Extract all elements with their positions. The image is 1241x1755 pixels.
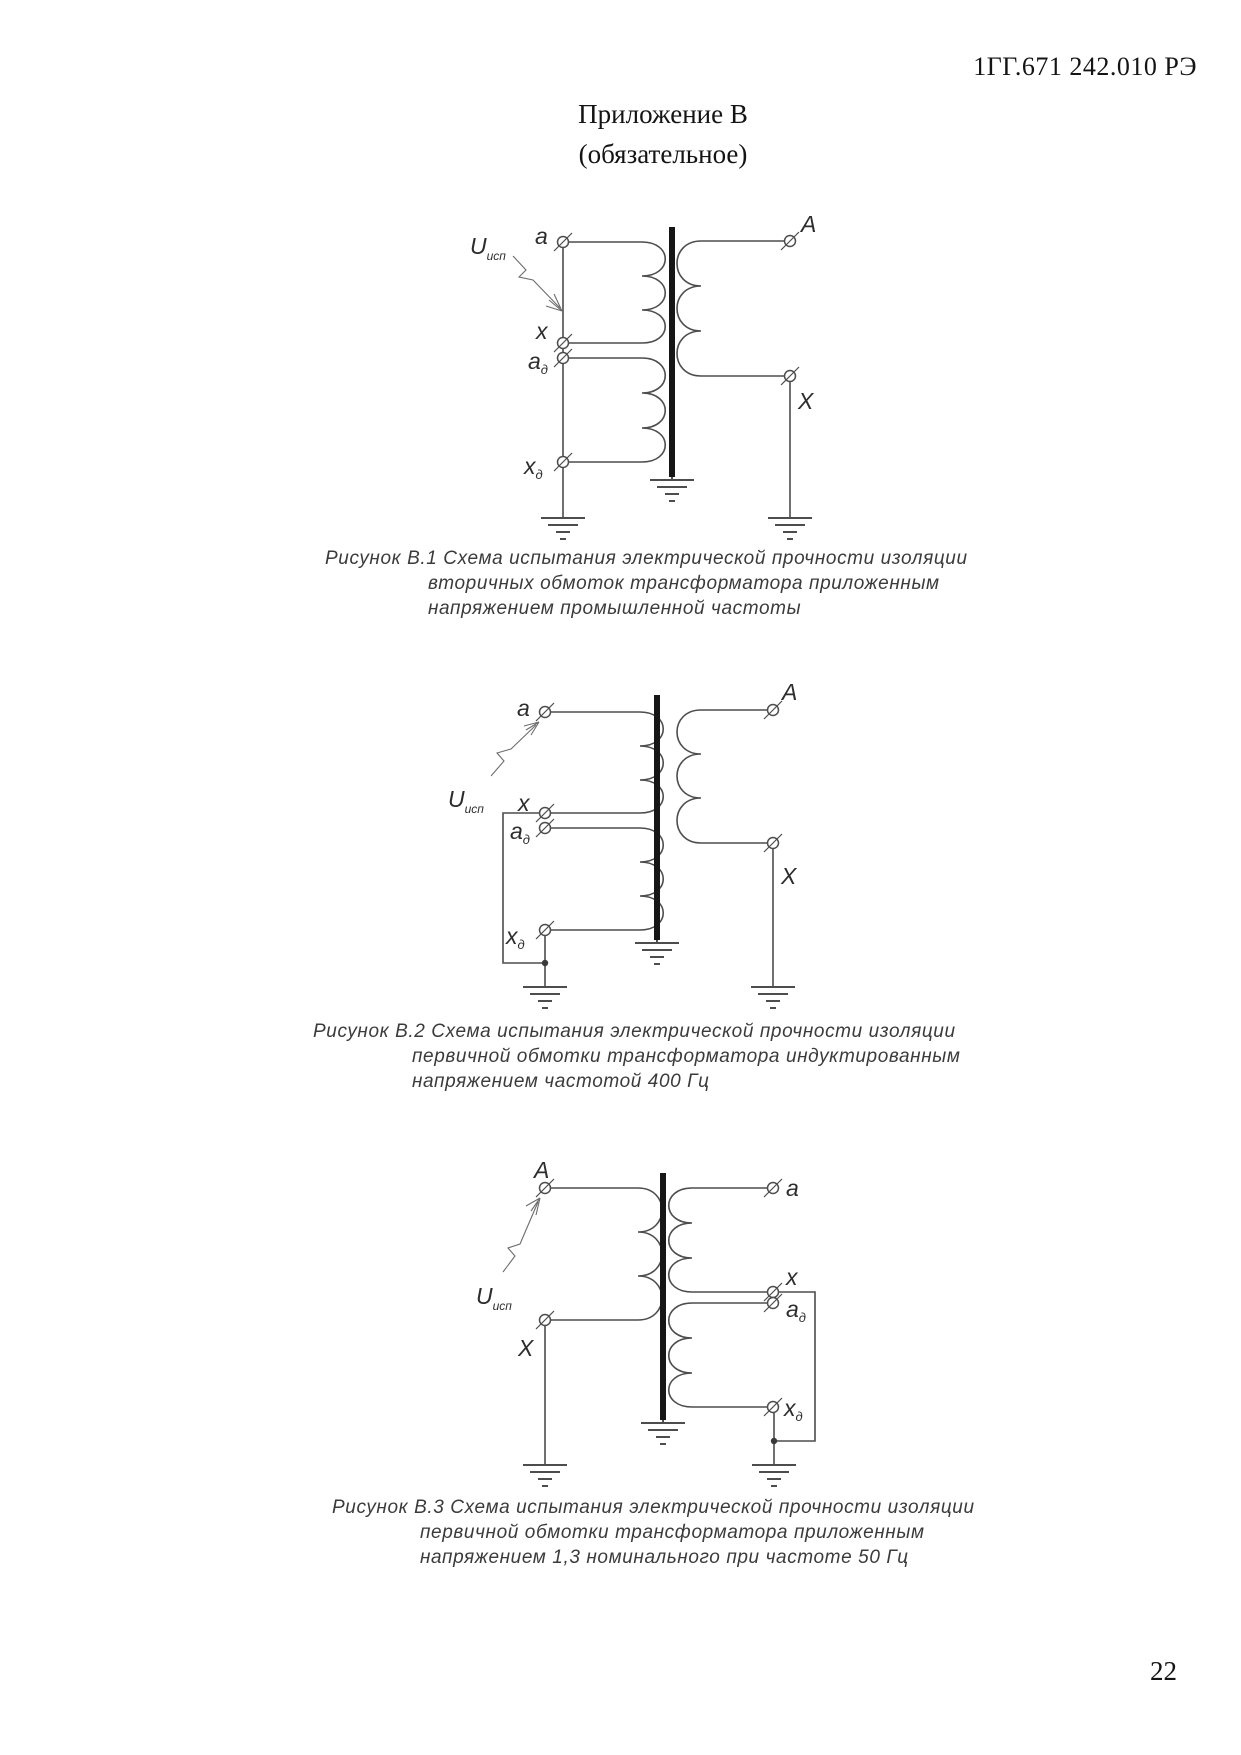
junction-dot [542, 960, 548, 966]
caption-line: напряжением промышленной частоты [428, 598, 802, 619]
winding-secondary-1 [545, 712, 663, 813]
figure-b3-diagram [420, 1140, 860, 1498]
winding-secondary-2 [563, 358, 665, 462]
terminal-xd-label: $x_д$ [506, 923, 525, 952]
u-test-label: $U_{исп}$ [470, 233, 506, 263]
ground-icon [752, 1465, 796, 1486]
terminal-ad-label: $a_д$ [528, 348, 548, 377]
terminal-a-label: a [517, 695, 530, 721]
figure-b2-diagram [420, 630, 850, 1015]
terminal-xd-label: $x_д$ [524, 453, 543, 482]
caption-line: Рисунок В.2 Схема испытания электрической прочности изоляции [313, 1021, 956, 1042]
appendix-title-block [463, 94, 863, 174]
winding-secondary-2 [669, 1303, 773, 1407]
figure-b1-diagram [420, 180, 850, 550]
figure-b2-caption [313, 1019, 960, 1094]
appendix-subtitle: (обязательное) [578, 139, 748, 169]
appendix-title: Приложение В [578, 99, 748, 129]
ground-icon [541, 518, 585, 539]
caption-line: первичной обмотки трансформатора приложенным [420, 1522, 925, 1543]
ground-icon [523, 987, 567, 1008]
terminal-A-label: A [801, 211, 817, 237]
terminal-X-label: X [781, 863, 797, 889]
terminal-x-label: x [518, 790, 530, 816]
terminal-X-label: X [518, 1335, 534, 1361]
document-number: 1ГГ.671 242.010 РЭ [973, 52, 1197, 81]
winding-secondary-2 [545, 828, 663, 930]
terminal-x-label: x [536, 318, 548, 344]
u-test-label: $U_{исп}$ [476, 1283, 512, 1313]
terminal-a-label: a [786, 1175, 799, 1201]
winding-primary [677, 241, 790, 376]
terminal-A-label: A [782, 679, 798, 705]
ground-icon [751, 987, 795, 1008]
caption-line: напряжением 1,3 номинального при частоте 50 Гц [420, 1547, 909, 1568]
terminal-A-label: A [534, 1157, 550, 1183]
ground-icon [650, 477, 694, 501]
figure-b1-caption [325, 546, 968, 621]
ground-icon [768, 518, 812, 539]
caption-line: Рисунок В.1 Схема испытания электрической прочности изоляции [325, 548, 968, 569]
winding-secondary-1 [669, 1188, 773, 1292]
ground-icon [635, 940, 679, 964]
caption-line: первичной обмотки трансформатора индуктированным [412, 1046, 961, 1067]
caption-line: Рисунок В.3 Схема испытания электрической прочности изоляции [332, 1497, 975, 1518]
test-voltage-arrow [491, 722, 539, 776]
ground-icon [523, 1465, 567, 1486]
test-voltage-arrow [513, 256, 562, 311]
terminal-xd-label: $x_д$ [784, 1395, 803, 1424]
test-voltage-arrow [503, 1198, 540, 1272]
terminal-X-label: X [798, 388, 814, 414]
u-test-label: $U_{исп}$ [448, 786, 484, 816]
caption-line: вторичных обмоток трансформатора приложенным [428, 573, 940, 594]
ground-icon [641, 1420, 685, 1444]
winding-primary [545, 1188, 662, 1320]
caption-line: напряжением частотой 400 Гц [412, 1071, 710, 1092]
terminal-ad-label: $a_д$ [786, 1296, 806, 1325]
terminal-ad-label: $a_д$ [510, 818, 530, 847]
winding-secondary-1 [563, 242, 665, 343]
junction-dot [771, 1438, 777, 1444]
figure-b3-caption [332, 1495, 975, 1570]
terminal-a-label: a [535, 223, 548, 249]
winding-primary [677, 710, 773, 843]
terminal-x-label: x [786, 1264, 798, 1290]
page-number: 22 [1150, 1656, 1177, 1686]
